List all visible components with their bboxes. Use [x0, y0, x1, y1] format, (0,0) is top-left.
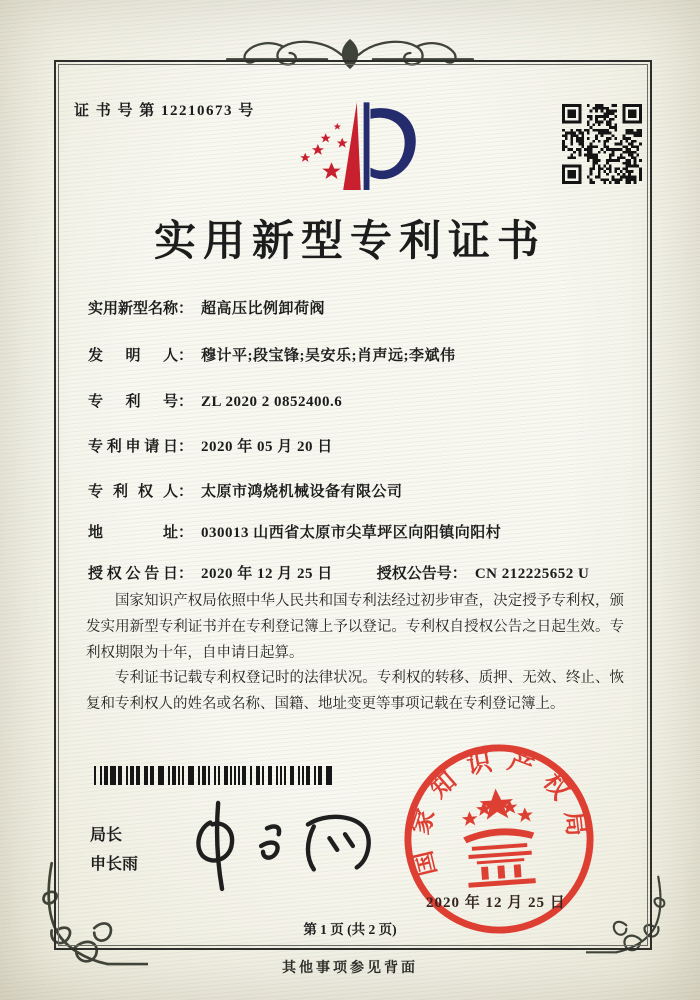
- legal-text: [86, 589, 624, 718]
- certificate-title: 实用新型专利证书: [153, 219, 546, 265]
- back-side-note: 其他事项参见背面: [282, 961, 418, 976]
- field-row-name: 实用新型名称： 超高压比例卸荷阀: [88, 297, 630, 318]
- field-label: 实用新型名称: [88, 301, 179, 317]
- page-number: 第 1 页 (共 2 页): [303, 922, 397, 937]
- field-value: ZL 2020 2 0852400.6: [201, 394, 343, 410]
- field-label: 地址: [88, 525, 178, 541]
- legal-paragraph-2: 专利证书记载专利权登记时的法律状况。专利权的转移、质押、无效、终止、恢复和专利权人的姓名或名称、国籍、地址变更等事项记载在专利登记簿上。: [86, 670, 624, 713]
- cnipa-seal-stamp: [393, 733, 604, 944]
- cnipa-logo-icon: [277, 95, 423, 209]
- qr-code-icon: [562, 104, 642, 184]
- director-signature-image: [183, 793, 388, 895]
- field-label: 专利权人: [88, 484, 178, 500]
- director-title: 局长: [90, 827, 123, 844]
- field-label: 专利号: [88, 394, 178, 410]
- seal-date: 2020 年 12 月 25 日: [426, 895, 566, 911]
- field-row-address: 地址： 030013 山西省太原市尖草坪区向阳镇向阳村: [88, 521, 630, 542]
- field-label: 授权公告日: [88, 566, 178, 582]
- signer-block: [90, 822, 138, 880]
- barcode-icon: [94, 766, 334, 785]
- national-emblem-icon: [460, 786, 538, 888]
- field-value: CN 212225652 U: [474, 566, 590, 582]
- legal-paragraph-1: 国家知识产权局依照中华人民共和国专利法经过初步审查，决定授予专利权，颁发实用新型专利证书并在专利登记簿上予以登记。专利权自授权公告之日起生效。专利权期限为十年，自申请日起算。: [86, 593, 624, 661]
- field-value: 030013 山西省太原市尖草坪区向阳镇向阳村: [201, 525, 502, 541]
- certificate-number: 证 书 号 第 12210673 号: [74, 103, 255, 119]
- field-row-filing-date: 专利申请日： 2020 年 05 月 20 日: [88, 435, 630, 456]
- field-value: 2020 年 05 月 20 日: [201, 439, 333, 455]
- field-row-inventors: 发明人： 穆计平;段宝锋;吴安乐;肖声远;李斌伟: [88, 344, 630, 365]
- field-label: 发明人: [88, 348, 178, 364]
- field-value: 太原市鸿烧机械设备有限公司: [201, 484, 403, 500]
- field-row-patent-number: 专利号： ZL 2020 2 0852400.6: [88, 390, 630, 411]
- seal-agency-text: 国家知识产权局: [406, 746, 591, 879]
- field-value: 穆计平;段宝锋;吴安乐;肖声远;李斌伟: [201, 348, 456, 364]
- field-value: 2020 年 12 月 25 日: [201, 566, 333, 582]
- director-name: 申长雨: [90, 855, 139, 873]
- field-label: 专利申请日: [88, 439, 178, 455]
- field-value: 超高压比例卸荷阀: [201, 301, 326, 317]
- field-row-grant-date: 授权公告日： 2020 年 12 月 25 日 授权公告号： CN 212225652 U: [88, 562, 630, 583]
- field-label: 授权公告号: [376, 566, 452, 582]
- field-row-patentee: 专利权人： 太原市鸿烧机械设备有限公司: [88, 480, 630, 501]
